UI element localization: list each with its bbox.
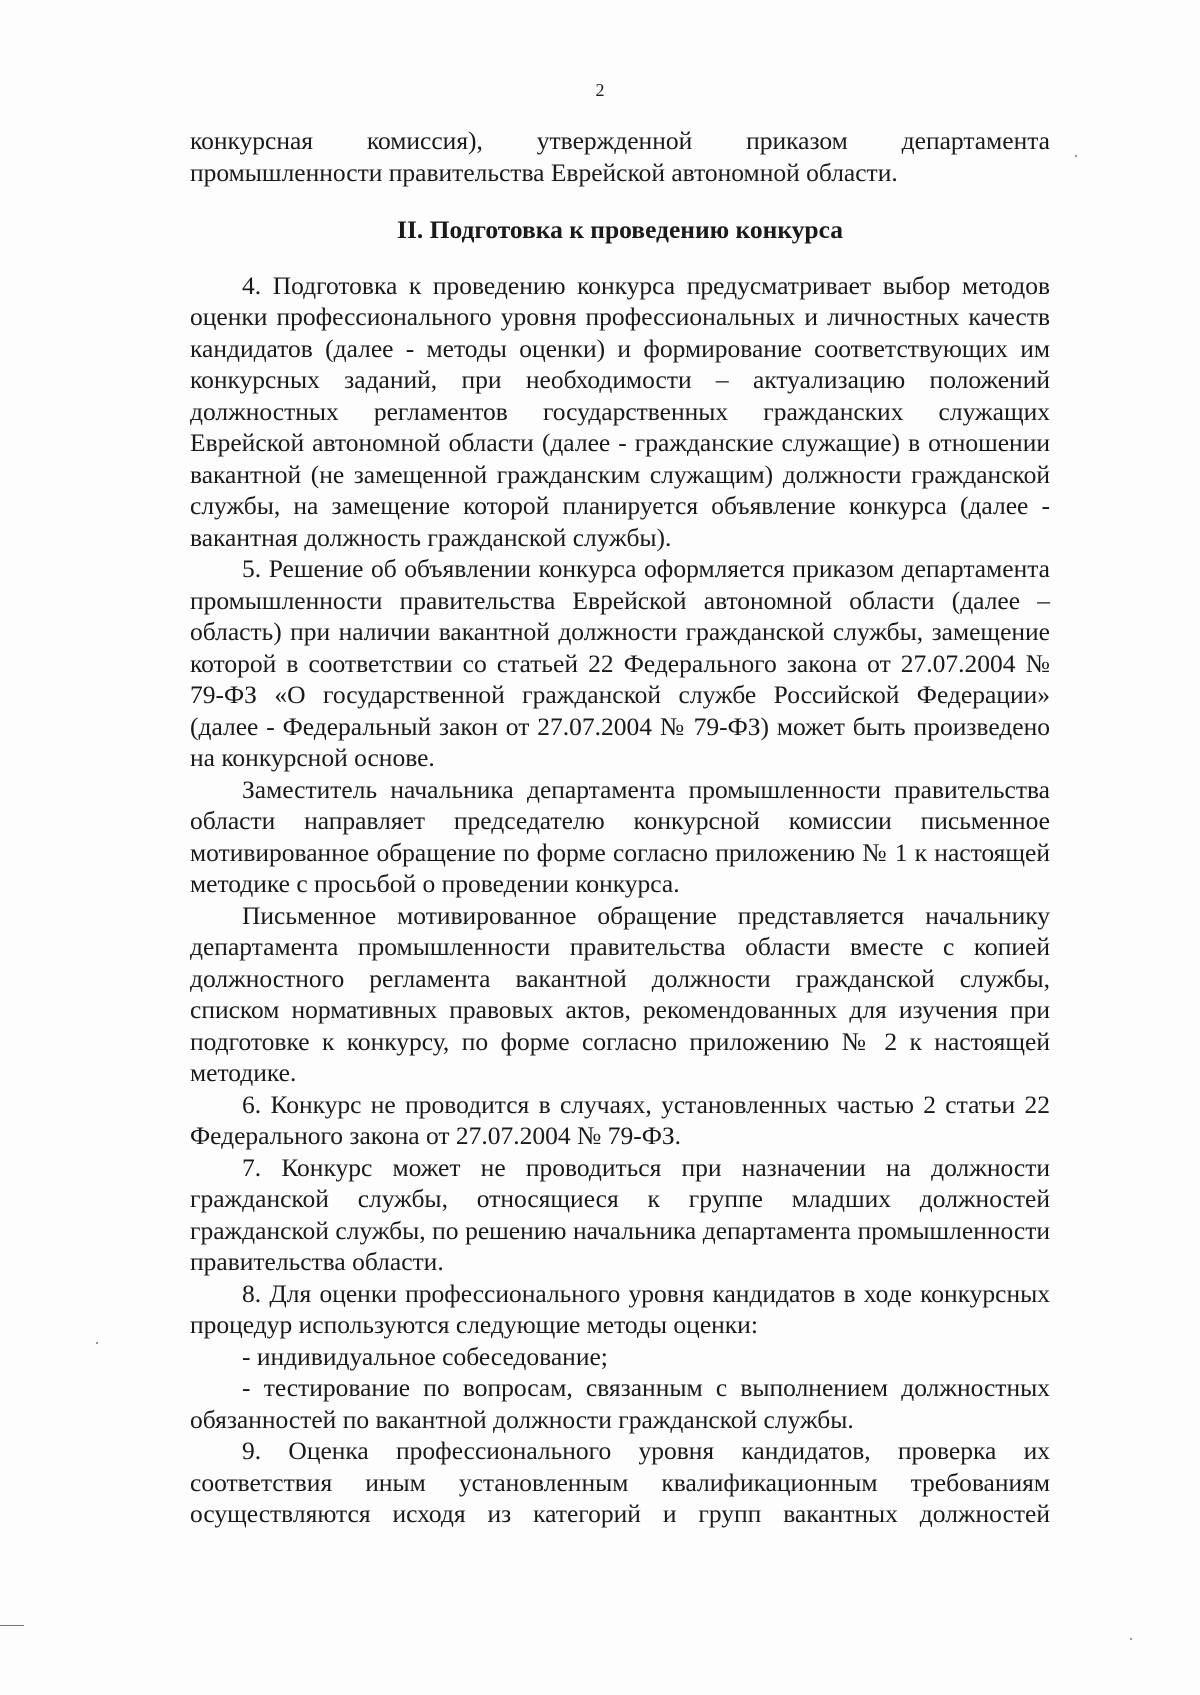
method-testing: - тестирование по вопросам, связанным с выполнением должностных обязанностей по вакантной должности гражданской службы. [190,1373,1050,1434]
intro-text: конкурсная комиссия), утвержденной приказом департамента промышленности правительства Еврейской автономной области. [190,126,1050,187]
paragraph-6: 6. Конкурс не проводится в случаях, установленных частью 2 статьи 22 Федерального закона от 27.07.2004 № 79-ФЗ. [190,1089,1050,1150]
paragraph-written-request: Письменное мотивированное обращение представляется начальнику департамента промышленности правительства области вместе с копией должностного регламента вакантной должности гражданской службы, списком нормативных правовых актов, рекомендованных для изучения при подготовке к конкурсу, по форме согласно приложению № 2 к настоящей методике. [190,900,1050,1087]
scan-speck [96,1342,98,1344]
page-number: 2 [595,80,605,100]
paragraph-7: 7. Конкурс может не проводиться при назначении на должности гражданской службы, относящиеся к группе младших должностей гражданской службы, по решению начальника департамента промышленности правительства области. [190,1152,1050,1276]
scan-edge-mark [0,1625,24,1626]
document-body [190,125,1050,1530]
paragraph-9: 9. Оценка профессионального уровня кандидатов, проверка их соответствия иным установленным квалификационным требованиям осуществляются исходя из категорий и групп вакантных должностей [190,1436,1050,1528]
scan-speck [1130,1638,1132,1640]
method-interview: - индивидуальное собеседование; [242,1341,608,1371]
scan-speck [1075,155,1077,157]
paragraph-5: 5. Решение об объявлении конкурса оформляется приказом департамента промышленности правительства Еврейской автономной области (далее – область) при наличии вакантной должности гражданской службы, замещение которой в соответствии со статьей 22 Федерального закона от 27.07.2004 № 79-ФЗ «О государственной гражданской службе Российской Федерации» (далее - Федеральный закон от 27.07.2004 № 79-ФЗ) может быть произведено на конкурсной основе. [190,554,1050,772]
section-heading: II. Подготовка к проведению конкурса [397,215,843,244]
paragraph-4: 4. Подготовка к проведению конкурса предусматривает выбор методов оценки профессионального уровня профессиональных и личностных качеств кандидатов (далее - методы оценки) и формирование соответствующих им конкурсных заданий, при необходимости – актуализацию положений должностных регламентов государственных гражданских служащих Еврейской автономной области (далее - гражданские служащие) в отношении вакантной (не замещенной гражданским служащим) должности гражданской службы, на замещение которой планируется объявление конкурса (далее - вакантная должность гражданской службы). [190,270,1050,552]
paragraph-deputy-request: Заместитель начальника департамента промышленности правительства области направляет председателю конкурсной комиссии письменное мотивированное обращение по форме согласно приложению № 1 к настоящей методике с просьбой о проведении конкурса. [190,774,1050,898]
paragraph-8: 8. Для оценки профессионального уровня кандидатов в ходе конкурсных процедур используются следующие методы оценки: [190,1278,1050,1339]
